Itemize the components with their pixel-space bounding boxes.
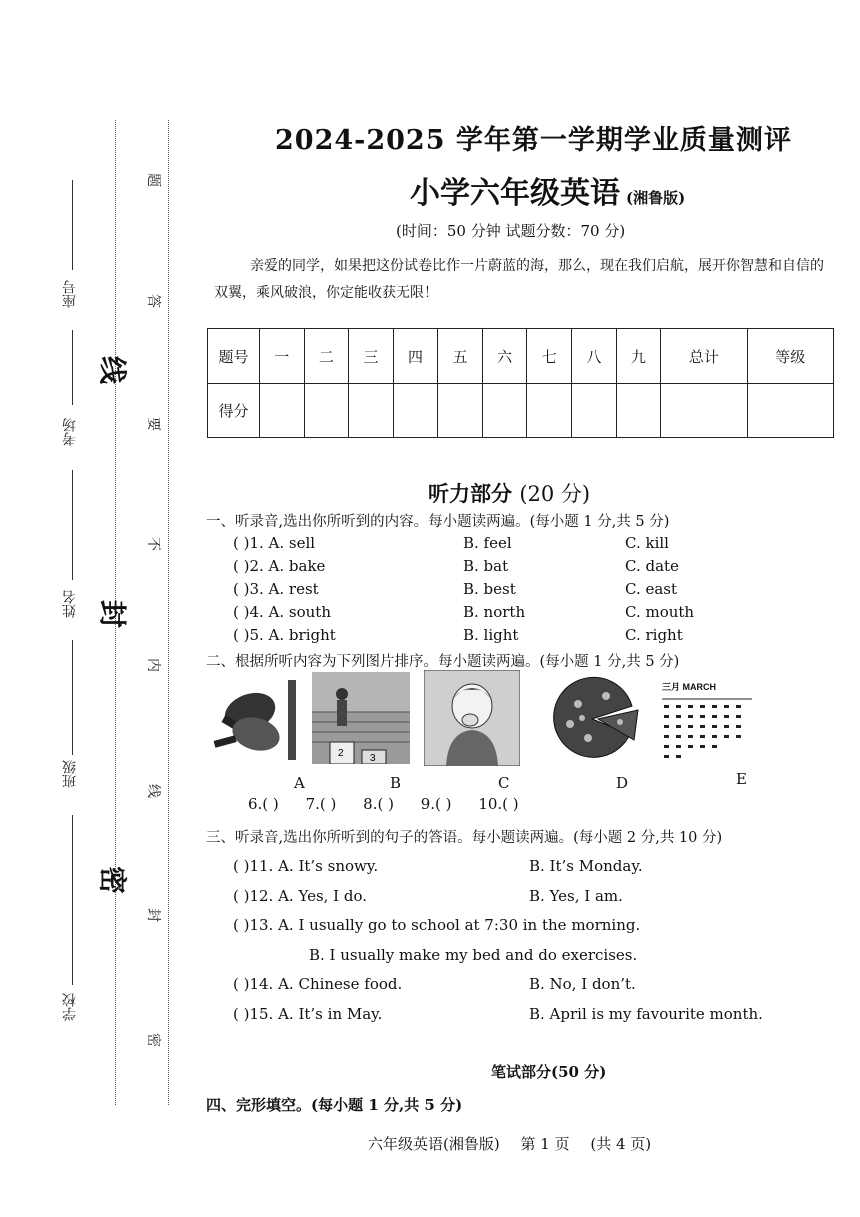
- option-b: B. feel: [463, 534, 512, 552]
- exam-title: 2024-2025 学年第一学期学业质量测评: [275, 125, 792, 156]
- pizza-image: [548, 676, 640, 762]
- score-cell: 五: [438, 329, 483, 384]
- notice-char: 线: [145, 784, 161, 798]
- calendar-title: 三月 MARCH: [662, 682, 716, 692]
- part4-title: 四、完形填空。(每小题 1 分,共 5 分): [206, 1096, 463, 1114]
- option-a: ( )4. A. south: [233, 603, 331, 621]
- page-footer: [368, 1133, 667, 1154]
- option-c: C. mouth: [625, 603, 695, 621]
- question-row: [233, 857, 643, 875]
- exam-room-label: 考场: [62, 418, 78, 446]
- score-cell: 九: [616, 329, 661, 384]
- option-a: ( )1. A. sell: [233, 534, 316, 552]
- option-a: ( )13. A. I usually go to school at 7:30 in the morning.: [233, 916, 641, 934]
- edition-label: (湘鲁版): [626, 189, 686, 207]
- option-b: B. No, I don’t.: [529, 975, 636, 993]
- seal-seal-char: 封: [96, 599, 130, 629]
- ordering-blanks: [248, 795, 541, 813]
- time-info: (时间：50 分钟 试题分数：70 分): [396, 222, 626, 240]
- ping-pong-paddles-image: [208, 676, 300, 766]
- score-input-cell: [572, 384, 617, 438]
- question-row: [233, 1005, 763, 1023]
- score-input-cell: [616, 384, 661, 438]
- school-label: 学校: [62, 993, 78, 1021]
- score-input-cell: [304, 384, 349, 438]
- score-cell: 七: [527, 329, 572, 384]
- score-row-label: 得分: [208, 384, 260, 438]
- answer-blank: 9.( ): [420, 795, 452, 813]
- option-b: B. I usually make my bed and do exercises.: [309, 946, 638, 964]
- score-cell: 一: [260, 329, 305, 384]
- notice-char: 不: [145, 537, 161, 551]
- question-row: [233, 975, 636, 993]
- answer-blank: 6.( ): [248, 795, 279, 813]
- picture-label: E: [736, 770, 747, 788]
- option-a: ( )12. A. Yes, I do.: [233, 887, 368, 905]
- option-a: ( )15. A. It’s in May.: [233, 1005, 383, 1023]
- score-cell: 总计: [661, 329, 747, 384]
- sports-podium-image: [312, 672, 410, 764]
- score-cell: 六: [482, 329, 527, 384]
- picture-label: A: [294, 774, 305, 792]
- option-a: ( )3. A. rest: [233, 580, 319, 598]
- name-label: 姓名: [62, 590, 78, 618]
- notice-char: 要: [145, 417, 161, 431]
- part1-title: 一、听录音,选出你所听到的内容。每小题读两遍。(每小题 1 分,共 5 分): [206, 514, 670, 530]
- score-input-cell: [260, 384, 305, 438]
- notice-char: 答: [145, 294, 161, 308]
- question-row: [309, 946, 637, 964]
- option-b: B. best: [463, 580, 516, 598]
- intro-text: 亲爱的同学，如果把这份试卷比作一片蔚蓝的海，那么，现在我们启航，展开你智慧和自信的双翼，乘风破浪，你定能收获无限！: [214, 258, 824, 301]
- picture-label: C: [498, 774, 510, 792]
- option-b: B. Yes, I am.: [529, 887, 623, 905]
- listening-heading-text: 听力部分: [428, 481, 512, 506]
- option-a: ( )11. A. It’s snowy.: [233, 857, 379, 875]
- option-c: C. date: [625, 557, 679, 575]
- score-table: [207, 328, 834, 438]
- score-input-cell: [747, 384, 833, 438]
- footer-total: (共 4 页): [590, 1135, 652, 1153]
- calendar-image: [662, 680, 752, 764]
- score-cell: 二: [304, 329, 349, 384]
- notice-char: 题: [145, 173, 161, 187]
- listening-heading: [428, 478, 590, 508]
- part2-title: 二、根据所听内容为下列图片排序。每小题读两遍。(每小题 1 分,共 5 分): [206, 654, 680, 670]
- notice-char: 封: [145, 908, 161, 922]
- option-b: B. It’s Monday.: [529, 857, 643, 875]
- picture-label: D: [616, 774, 629, 792]
- score-cell: 三: [349, 329, 394, 384]
- coughing-boy-image: [424, 670, 520, 766]
- score-input-cell: [438, 384, 483, 438]
- seal-secret-char: 密: [96, 865, 130, 895]
- score-cell: 题号: [208, 329, 260, 384]
- question-row: [233, 887, 623, 905]
- seal-line-char: 线: [96, 355, 130, 385]
- score-cell: 等级: [747, 329, 833, 384]
- class-label: 班级: [62, 760, 78, 788]
- notice-char: 密: [145, 1033, 161, 1047]
- written-heading: 笔试部分(50 分): [491, 1063, 607, 1081]
- option-a: ( )2. A. bake: [233, 557, 326, 575]
- score-input-cell: [527, 384, 572, 438]
- footer-page: 第 1 页: [520, 1135, 570, 1153]
- score-input-cell: [349, 384, 394, 438]
- option-a: ( )5. A. bright: [233, 626, 336, 644]
- score-value-row: [208, 384, 834, 438]
- score-header-row: [208, 329, 834, 384]
- listening-heading-score: (20 分): [519, 482, 591, 506]
- picture-label: B: [390, 774, 402, 792]
- part3-title: 三、听录音,选出你所听到的句子的答语。每小题读两遍。(每小题 2 分,共 10 分): [206, 830, 723, 846]
- score-cell: 八: [572, 329, 617, 384]
- option-b: B. north: [463, 603, 526, 621]
- score-input-cell: [482, 384, 527, 438]
- answer-blank: 8.( ): [363, 795, 394, 813]
- score-cell: 四: [393, 329, 438, 384]
- option-b: B. light: [463, 626, 519, 644]
- notice-char: 内: [145, 658, 161, 672]
- exam-subtitle: [410, 168, 685, 212]
- seat-number-label: 座号: [62, 280, 78, 308]
- svg-text:2: 2: [338, 748, 344, 759]
- subject-title: 小学六年级英语: [410, 176, 620, 211]
- answer-blank: 7.( ): [305, 795, 337, 813]
- option-c: C. right: [625, 626, 683, 644]
- question-row: [233, 916, 640, 934]
- option-b: B. bat: [463, 557, 509, 575]
- footer-course: 六年级英语(湘鲁版): [368, 1135, 500, 1153]
- option-c: C. kill: [625, 534, 669, 552]
- score-input-cell: [661, 384, 747, 438]
- option-c: C. east: [625, 580, 678, 598]
- svg-text:3: 3: [370, 753, 376, 764]
- option-b: B. April is my favourite month.: [529, 1005, 763, 1023]
- score-input-cell: [393, 384, 438, 438]
- answer-blank: 10.( ): [478, 795, 519, 813]
- option-a: ( )14. A. Chinese food.: [233, 975, 403, 993]
